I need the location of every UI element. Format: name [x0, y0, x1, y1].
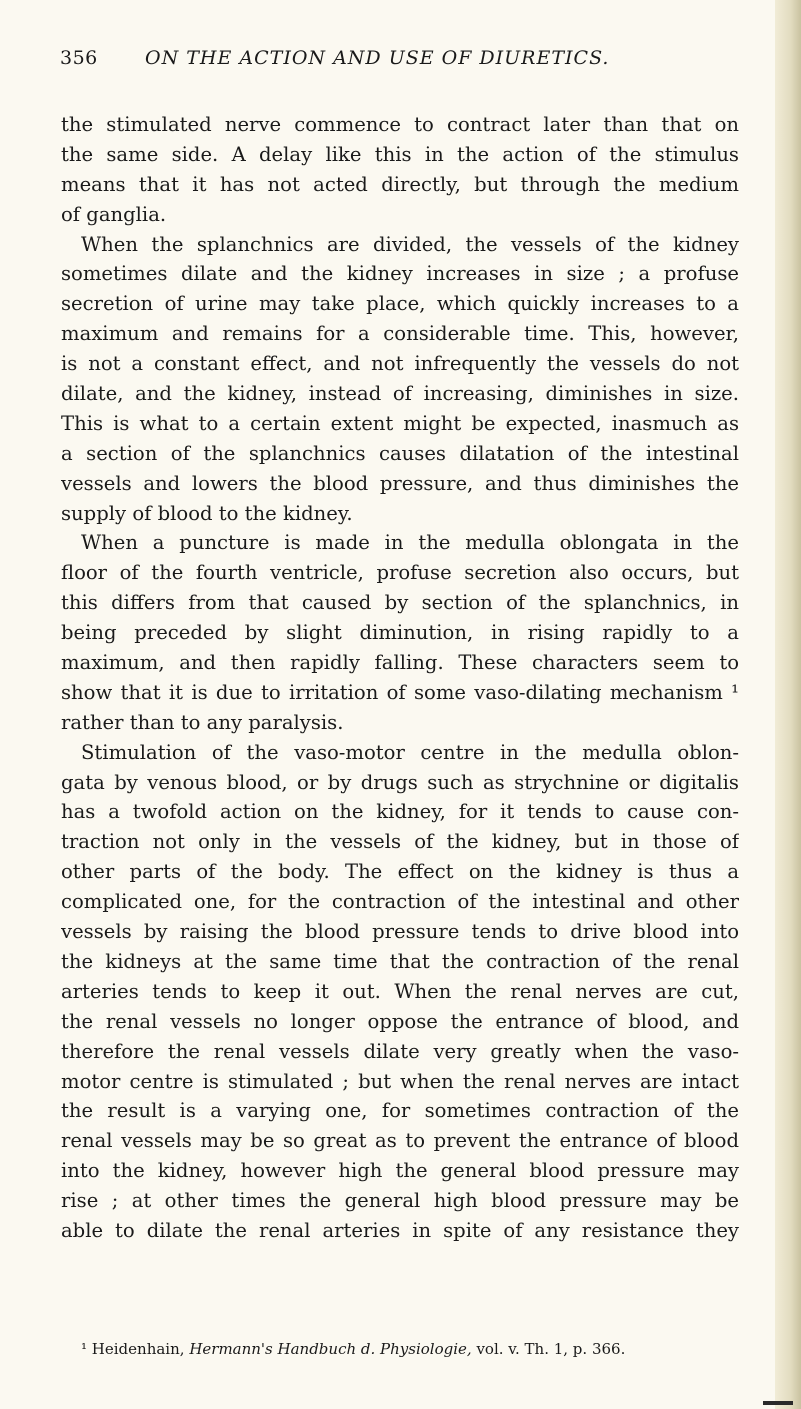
- text-line: rather than to any paralysis.: [61, 710, 344, 734]
- text-line: dilate, and the kidney, instead of increasing, diminishes in size.: [61, 382, 739, 406]
- text-line: gata by venous blood, or by drugs such as strychnine or digitalis: [61, 770, 739, 794]
- text-line: Stimulation of the vaso-motor centre in the medulla oblon-: [81, 740, 739, 764]
- text-line: has a twofold action on the kidney, for it tends to cause con-: [61, 800, 739, 824]
- footnote-author: Heidenhain,: [91, 1340, 185, 1358]
- text-line: arteries tends to keep it out. When the renal nerves are cut,: [61, 979, 739, 1003]
- text-line: vessels by raising the blood pressure tends to drive blood into: [61, 920, 739, 944]
- text-line: maximum, and then rapidly falling. These characters seem to: [61, 651, 739, 675]
- text-line: maximum and remains for a considerable time. This, however,: [61, 322, 739, 346]
- footnote: [81, 1340, 741, 1358]
- page-number: 356: [60, 47, 98, 69]
- text-line: being preceded by slight diminution, in rising rapidly to a: [61, 621, 739, 645]
- body-text: [61, 110, 739, 1246]
- text-line: of ganglia.: [61, 202, 167, 226]
- text-line: vessels and lowers the blood pressure, and thus diminishes the: [61, 471, 739, 495]
- footnote-details: vol. v. Th. 1, p. 366.: [476, 1340, 626, 1358]
- text-line: supply of blood to the kidney.: [61, 501, 353, 525]
- text-line: traction not only in the vessels of the kidney, but in those of: [61, 830, 739, 854]
- text-line: therefore the renal vessels dilate very greatly when the vaso-: [61, 1039, 739, 1063]
- text-line: floor of the fourth ventricle, profuse secretion also occurs, but: [61, 561, 739, 585]
- footnote-work: Hermann's Handbuch d. Physiologie,: [189, 1340, 472, 1358]
- text-line: the same side. A delay like this in the action of the stimulus: [61, 142, 739, 166]
- text-line: sometimes dilate and the kidney increases in size ; a profuse: [61, 262, 739, 286]
- text-line: motor centre is stimulated ; but when the renal nerves are intact: [61, 1069, 739, 1093]
- running-head: [60, 47, 740, 77]
- text-line: the kidneys at the same time that the contraction of the renal: [61, 949, 739, 973]
- running-title: ON THE ACTION AND USE OF DIURETICS.: [145, 47, 610, 69]
- text-line: means that it has not acted directly, but through the medium: [61, 172, 739, 196]
- text-line: is not a constant effect, and not infrequently the vessels do not: [61, 352, 739, 376]
- text-line: other parts of the body. The effect on the kidney is thus a: [61, 860, 739, 884]
- text-line: When a puncture is made in the medulla oblongata in the: [81, 531, 739, 555]
- text-line: This is what to a certain extent might be expected, inasmuch as: [61, 411, 739, 435]
- text-line: the stimulated nerve commence to contract later than that on: [61, 113, 739, 136]
- text-line: rise ; at other times the general high blood pressure may be: [61, 1189, 739, 1213]
- text-line: show that it is due to irritation of some vaso-dilating mechanism ¹: [61, 680, 739, 704]
- text-line: renal vessels may be so great as to prevent the entrance of blood: [61, 1129, 739, 1153]
- text-line: the result is a varying one, for sometimes contraction of the: [61, 1099, 739, 1123]
- text-line: secretion of urine may take place, which quickly increases to a: [61, 292, 739, 316]
- text-line: a section of the splanchnics causes dilatation of the intestinal: [61, 441, 739, 465]
- text-line: able to dilate the renal arteries in spite of any resistance they: [61, 1218, 739, 1242]
- footnote-marker: ¹: [81, 1340, 88, 1358]
- text-line: this differs from that caused by section of the splanchnics, in: [61, 591, 739, 615]
- text-line: the renal vessels no longer oppose the entrance of blood, and: [61, 1009, 739, 1033]
- text-line: When the splanchnics are divided, the vessels of the kidney: [81, 232, 739, 256]
- text-line: into the kidney, however high the general blood pressure may: [61, 1159, 739, 1183]
- text-line: complicated one, for the contraction of the intestinal and other: [61, 890, 739, 914]
